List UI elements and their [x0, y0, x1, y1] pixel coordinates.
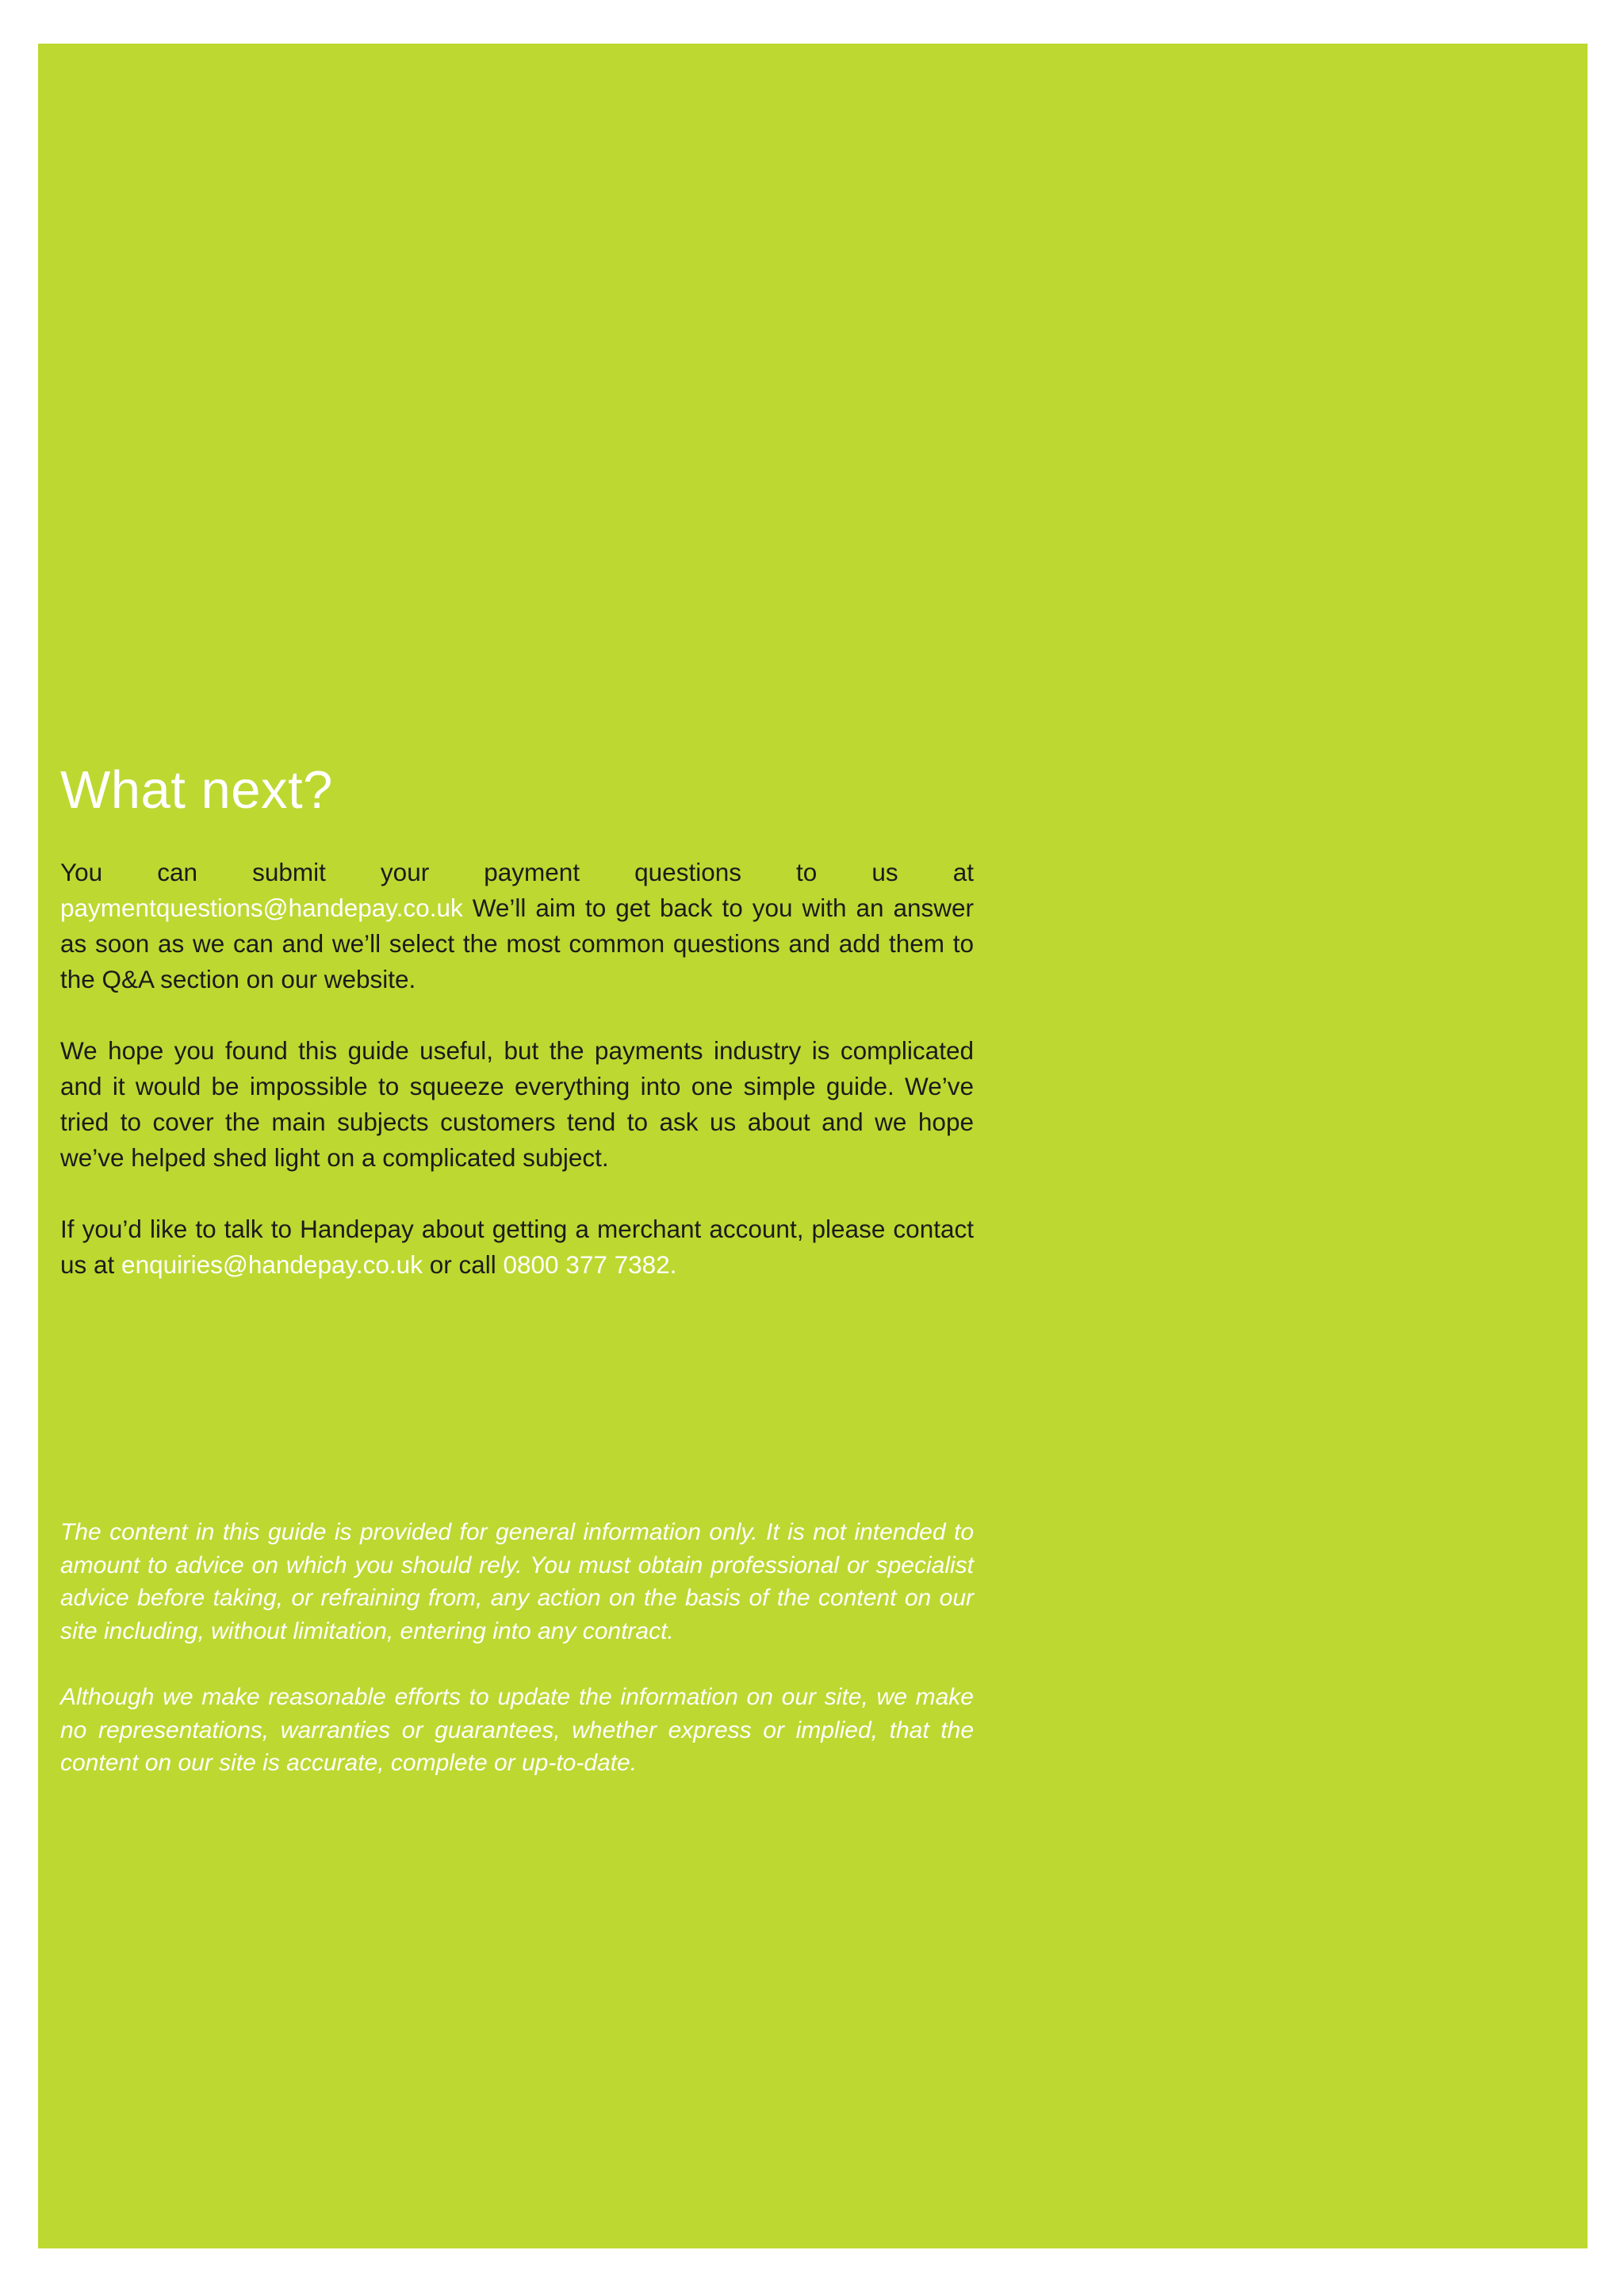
phone-number-link[interactable]: 0800 377 7382.: [503, 1249, 677, 1279]
disclaimer-section: [60, 1516, 974, 1813]
what-next-section: [60, 761, 974, 1318]
contact-paragraph: [60, 1211, 974, 1283]
payment-questions-email-link[interactable]: paymentquestions@handepay.co.uk: [60, 893, 463, 922]
intro-text-start: You can submit your payment questions to us at: [60, 857, 974, 886]
intro-text-end: We’ll aim to get back to you with an answer as soon as we can and we’ll select the most common questions and add them to the Q&A section on our website.: [60, 893, 974, 993]
disclaimer-paragraph-2: Although we make reasonable efforts to update the information on our site, we make no representations, warranties or guarantees, whether express or implied, that the content on our site is accurate, complete or up-to-date.: [60, 1684, 974, 1776]
section-heading: What next?: [60, 760, 333, 820]
contact-text-start: If you’d like to talk to Handepay about getting a merchant account, please contact us at: [60, 1214, 974, 1279]
disclaimer-paragraph-1: The content in this guide is provided for general information only. It is not intended to amount to advice on which you should rely. You must obtain professional or specialist advice before taking, or refraining from, any action on the basis of the content on our site including, without limitation, entering into any contract.: [60, 1519, 974, 1644]
contact-text-middle: or call: [422, 1249, 504, 1279]
guide-paragraph: We hope you found this guide useful, but the payments industry is complicated and it would be impossible to squeeze everything into one simple guide. We’ve tried to cover the main subjects customers tend to ask us about and we hope we’ve helped shed light on a complicated subject.: [60, 1035, 974, 1172]
enquiries-email-link[interactable]: enquiries@handepay.co.uk: [121, 1249, 423, 1279]
intro-paragraph: [60, 855, 974, 997]
